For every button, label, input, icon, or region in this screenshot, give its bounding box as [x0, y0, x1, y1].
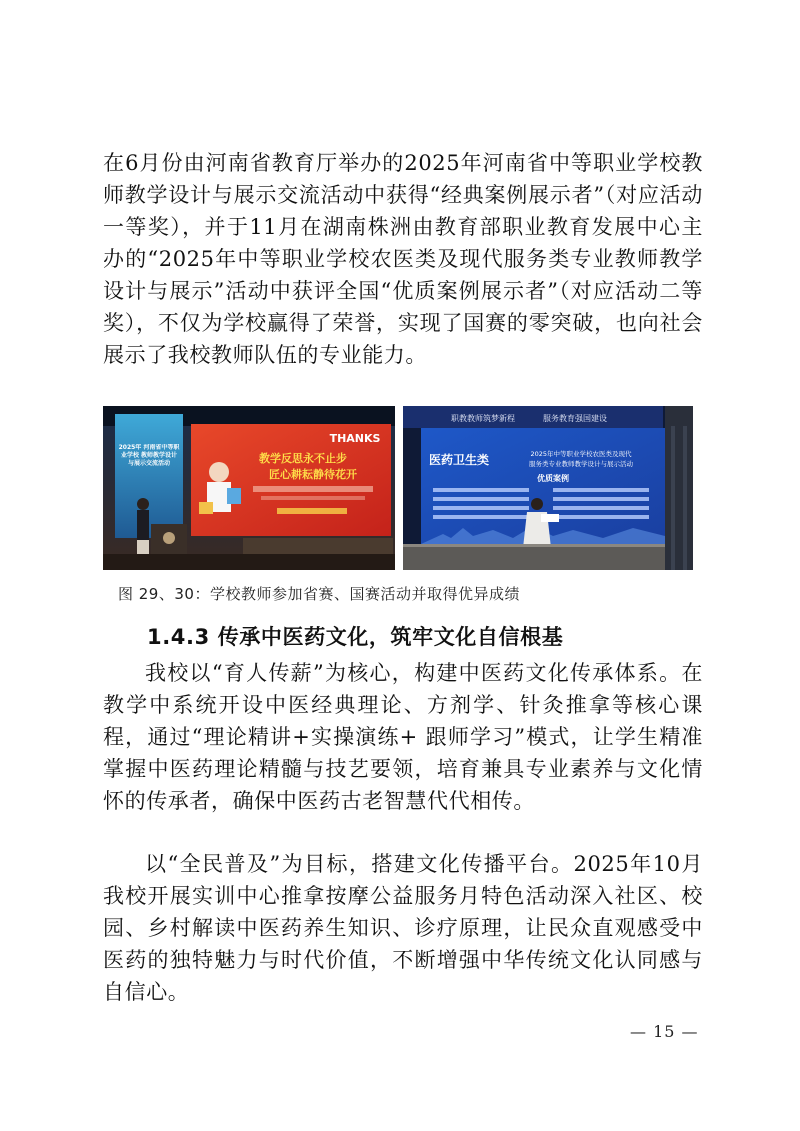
top-banner-1: 职教教师筑梦新程: [451, 414, 515, 423]
photo-row: [103, 406, 693, 570]
body-paragraph-2: 我校以“育人传薪”为核心，构建中医药文化传承体系。在教学中系统开设中医经典理论、方剂学、针灸推拿等核心课程，通过“理论精讲+实操演练+ 跟师学习”模式，让学生精准掌握中医药理论精髓与技艺要领，培育兼具专业素养与文化情怀的传承者，确保中医药古老智慧代代相传。: [103, 661, 703, 813]
screen-line-1: 教学反思永不止步: [259, 452, 347, 465]
body-paragraph-3: 以“全民普及”为目标，搭建文化传播平台。2025年10月我校开展实训中心推拿按摩公益服务月特色活动深入社区、校园、乡村解读中医药养生知识、诊疗原理，让民众直观感受中医药的独特魅力与时代价值，不断增强中华传统文化认同感与自信心。: [103, 852, 703, 1004]
top-banner-2: 服务教育强国建设: [543, 414, 607, 423]
figure-caption: 图 29、30：学校教师参加省赛、国赛活动并取得优异成绩: [118, 585, 520, 603]
event-subtitle: 优质案例: [537, 474, 569, 483]
page-number: — 15 —: [630, 1022, 699, 1041]
event-title-2: 服务类专业教师教学设计与展示活动: [529, 460, 633, 468]
category-label: 医药卫生类: [428, 453, 490, 467]
event-title-1: 2025年中等职业学校农医类及现代: [530, 450, 632, 458]
screen-thanks: THANKS: [329, 432, 381, 445]
section-heading: 1.4.3 传承中医药文化，筑牢文化自信根基: [147, 625, 564, 649]
left-banner-text: 2025年 河南省中等职业学校 教师教学设计 与展示交流活动: [118, 444, 180, 467]
photo-provincial-event: [103, 406, 395, 570]
screen-line-2: 匠心耕耘静待花开: [269, 468, 357, 481]
body-paragraph-1: 在6月份由河南省教育厅举办的2025年河南省中等职业学校教师教学设计与展示交流活动中获得“经典案例展示者”（对应活动一等奖），并于11月在湖南株洲由教育部职业教育发展中心主办的“2025年中等职业学校农医类及现代服务类专业教师教学设计与展示”活动中获评全国“优质案例展示者”（对应活动二等奖），不仅为学校赢得了荣誉，实现了国赛的零突破，也向社会展示了我校教师队伍的专业能力。: [103, 151, 703, 367]
photo-national-event: [403, 406, 693, 570]
